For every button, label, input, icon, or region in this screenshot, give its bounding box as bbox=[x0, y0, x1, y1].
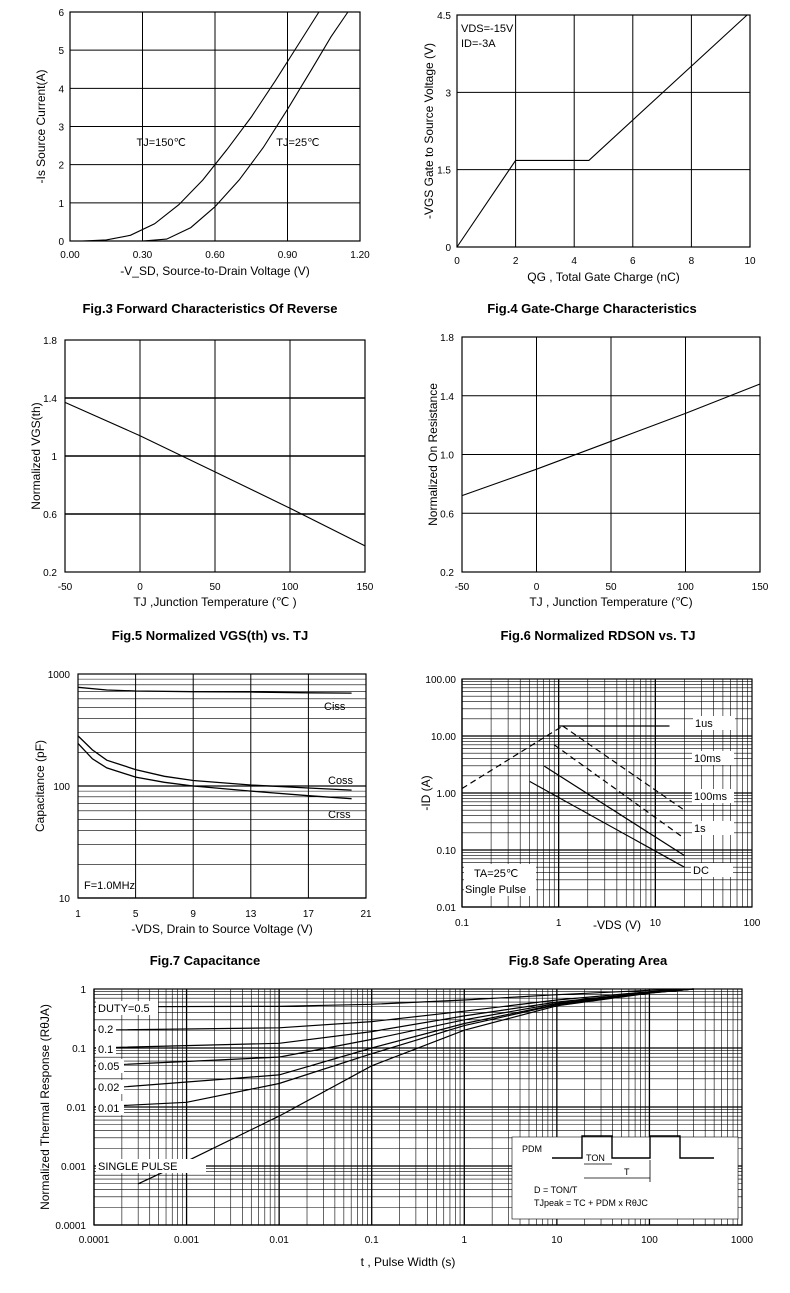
fig3-x-tick: 0.00 bbox=[60, 250, 80, 261]
fig4-x-tick: 8 bbox=[688, 256, 695, 267]
fig6-x-tick: 0 bbox=[533, 582, 540, 593]
fig3-y-tick: 0 bbox=[58, 237, 64, 248]
fig9-y-tick: 0.1 bbox=[72, 1044, 86, 1055]
fig3-y-tick: 2 bbox=[58, 160, 64, 172]
fig4-caption: Fig.4 Gate-Charge Characteristics bbox=[487, 301, 697, 316]
fig7-series-2 bbox=[78, 743, 352, 798]
fig4-x-tick: 4 bbox=[571, 256, 577, 267]
fig8-y-tick: 10.00 bbox=[430, 732, 456, 743]
fig9-series-label: SINGLE PULSE bbox=[98, 1161, 178, 1173]
fig3-y-tick: 1 bbox=[58, 198, 64, 210]
fig8-y-axis-title: -ID (A) bbox=[419, 775, 433, 811]
fig9-x-tick: 1 bbox=[461, 1235, 468, 1246]
fig3-series-label: TJ=25℃ bbox=[276, 136, 320, 149]
fig5-y-tick: 0.2 bbox=[43, 568, 57, 579]
fig4-chart bbox=[422, 11, 756, 316]
fig9-series-label: 0.05 bbox=[98, 1061, 120, 1073]
fig9-series-label: 0.1 bbox=[98, 1044, 114, 1056]
fig4-x-tick: 0 bbox=[454, 256, 460, 267]
fig8-series-label: 1us bbox=[695, 718, 713, 730]
fig9-y-tick: 0.001 bbox=[60, 1162, 86, 1173]
fig3-y-tick: 3 bbox=[58, 122, 64, 134]
fig5-x-tick: -50 bbox=[57, 582, 73, 593]
fig9-series-label: DUTY=0.5 bbox=[98, 1003, 150, 1015]
fig7-freq-label: F=1.0MHz bbox=[84, 880, 136, 892]
fig6-y-tick: 1.4 bbox=[440, 391, 454, 403]
fig6-x-tick: 50 bbox=[605, 582, 617, 593]
fig7-series-label: Ciss bbox=[324, 701, 346, 713]
fig8-x-tick: 0.1 bbox=[455, 918, 469, 929]
fig3-y-tick: 6 bbox=[58, 8, 64, 19]
fig7-x-tick: 1 bbox=[75, 909, 81, 920]
fig9-series-1 bbox=[94, 989, 694, 1030]
fig8-pulse-label: Single Pulse bbox=[465, 884, 527, 896]
fig4-x-tick: 2 bbox=[512, 256, 519, 267]
fig7-series-label: Crss bbox=[328, 809, 351, 821]
fig9-y-tick: 1 bbox=[80, 985, 86, 996]
fig7-x-tick: 21 bbox=[360, 909, 372, 920]
fig9-x-tick: 0.01 bbox=[269, 1235, 289, 1246]
inset-t-label: T bbox=[624, 1167, 630, 1177]
fig5-x-axis-title: TJ ,Junction Temperature (℃ ) bbox=[133, 595, 297, 609]
fig8-x-axis-title: -VDS (V) bbox=[593, 918, 641, 932]
fig7-x-tick: 13 bbox=[245, 909, 257, 920]
fig9-x-tick: 100 bbox=[641, 1235, 658, 1246]
fig4-y-axis-title: -VGS Gate to Source Voltage (V) bbox=[422, 42, 436, 220]
fig8-chart bbox=[419, 675, 761, 968]
fig9-x-axis-title: t , Pulse Width (s) bbox=[360, 1255, 456, 1269]
fig9-x-tick: 10 bbox=[551, 1235, 563, 1246]
fig8-y-tick: 0.01 bbox=[436, 903, 456, 914]
fig6-y-tick: 0.6 bbox=[440, 509, 454, 521]
fig7-x-tick: 17 bbox=[302, 909, 314, 920]
fig8-y-tick: 100.00 bbox=[425, 675, 456, 686]
fig4-y-tick: 1.5 bbox=[437, 165, 451, 177]
fig3-x-tick: 0.90 bbox=[277, 250, 298, 261]
fig4-plot-frame bbox=[457, 15, 750, 247]
fig5-y-tick: 1 bbox=[51, 452, 57, 463]
fig5-x-tick: 50 bbox=[209, 582, 221, 593]
inset-tj-formula: TJpeak = TC + PDM x RθJC bbox=[534, 1198, 648, 1208]
fig6-x-tick: -50 bbox=[454, 582, 470, 593]
fig4-x-tick: 6 bbox=[630, 256, 636, 267]
fig5-y-tick: 1.8 bbox=[43, 336, 57, 347]
fig7-caption: Fig.7 Capacitance bbox=[149, 953, 261, 968]
fig6-y-tick: 0.2 bbox=[440, 568, 454, 579]
fig4-y-tick: 4.5 bbox=[437, 11, 451, 22]
fig6-y-axis-title: Normalized On Resistance bbox=[426, 383, 440, 526]
fig9-y-tick: 0.0001 bbox=[55, 1221, 86, 1232]
fig8-x-tick: 1 bbox=[555, 918, 562, 929]
fig4-x-axis-title: QG , Total Gate Charge (nC) bbox=[527, 270, 680, 284]
fig3-y-axis-title: -Is Source Current(A) bbox=[34, 69, 48, 184]
fig6-y-tick: 1.0 bbox=[440, 450, 454, 462]
fig5-x-tick: 150 bbox=[356, 582, 374, 593]
fig9-y-axis-title: Normalized Thermal Response (RθJA) bbox=[38, 1004, 52, 1210]
fig7-y-axis-title: Capacitance (pF) bbox=[33, 739, 47, 833]
fig7-x-axis-title: -VDS, Drain to Source Voltage (V) bbox=[131, 922, 313, 936]
fig3-x-tick: 1.20 bbox=[350, 250, 370, 261]
fig8-x-tick: 100 bbox=[743, 918, 761, 929]
fig5-chart bbox=[29, 336, 374, 643]
fig5-y-tick: 0.6 bbox=[43, 510, 57, 521]
fig8-x-tick: 10 bbox=[649, 918, 661, 929]
fig3-chart bbox=[34, 8, 370, 316]
fig9-x-tick: 1000 bbox=[730, 1235, 754, 1246]
inset-ton-label: TON bbox=[586, 1153, 605, 1163]
fig9-chart bbox=[38, 985, 754, 1269]
fig9-series-label: 0.2 bbox=[98, 1024, 114, 1036]
fig9-series-4 bbox=[94, 989, 694, 1089]
fig7-series-1 bbox=[78, 736, 352, 790]
fig7-series-0 bbox=[78, 687, 352, 693]
fig9-x-tick: 0.0001 bbox=[78, 1235, 110, 1246]
fig6-x-tick: 100 bbox=[677, 582, 694, 593]
fig6-x-axis-title: TJ , Junction Temperature (℃) bbox=[529, 595, 693, 609]
fig3-x-tick: 0.30 bbox=[132, 250, 153, 261]
fig5-caption: Fig.5 Normalized VGS(th) vs. TJ bbox=[111, 628, 309, 643]
fig5-y-axis-title: Normalized VGS(th) bbox=[29, 402, 43, 510]
fig6-chart bbox=[426, 333, 769, 643]
fig9-series-label: 0.01 bbox=[98, 1103, 120, 1115]
fig8-series-label: 100ms bbox=[694, 791, 728, 803]
fig3-series-label: TJ=150℃ bbox=[136, 136, 186, 149]
fig5-x-tick: 100 bbox=[281, 582, 299, 593]
inset-duty-formula: D = TON/T bbox=[534, 1185, 578, 1195]
fig8-series-label: 10ms bbox=[694, 753, 721, 765]
fig6-caption: Fig.6 Normalized RDSON vs. TJ bbox=[500, 628, 696, 643]
fig9-x-tick: 0.001 bbox=[174, 1235, 200, 1246]
fig7-x-tick: 9 bbox=[190, 909, 196, 920]
fig4-id-label: ID=-3A bbox=[461, 38, 496, 50]
fig7-y-tick: 10 bbox=[58, 894, 70, 905]
fig3-caption: Fig.3 Forward Characteristics Of Reverse bbox=[82, 301, 338, 316]
fig8-y-tick: 0.10 bbox=[436, 846, 456, 857]
fig4-series-0 bbox=[457, 15, 747, 247]
fig8-series-3 bbox=[544, 766, 685, 856]
fig4-x-tick: 10 bbox=[744, 256, 756, 267]
fig4-y-tick: 0 bbox=[445, 243, 451, 254]
fig8-caption: Fig.8 Safe Operating Area bbox=[508, 953, 668, 968]
fig7-y-tick: 1000 bbox=[47, 670, 70, 681]
fig8-y-tick: 1.00 bbox=[436, 789, 456, 800]
fig7-chart bbox=[33, 670, 372, 968]
inset-pdm-label: PDM bbox=[522, 1144, 542, 1154]
fig9-pulse-inset bbox=[512, 1136, 738, 1219]
fig7-x-tick: 5 bbox=[132, 909, 139, 920]
fig9-x-tick: 0.1 bbox=[364, 1235, 379, 1246]
fig6-y-tick: 1.8 bbox=[440, 333, 454, 344]
fig5-x-tick: 0 bbox=[137, 582, 143, 593]
fig9-y-tick: 0.01 bbox=[66, 1103, 86, 1114]
fig3-y-tick: 4 bbox=[58, 84, 64, 96]
fig3-x-axis-title: -V_SD, Source-to-Drain Voltage (V) bbox=[120, 264, 310, 278]
fig7-y-tick: 100 bbox=[53, 782, 70, 793]
fig8-series-label: DC bbox=[693, 865, 709, 877]
fig7-series-label: Coss bbox=[328, 775, 354, 787]
fig5-y-tick: 1.4 bbox=[43, 394, 57, 405]
fig8-series-4 bbox=[530, 781, 685, 867]
fig4-y-tick: 3 bbox=[445, 88, 451, 100]
fig6-x-tick: 150 bbox=[751, 582, 769, 593]
fig4-vds-label: VDS=-15V bbox=[461, 23, 514, 35]
fig9-series-label: 0.02 bbox=[98, 1082, 120, 1094]
fig3-y-tick: 5 bbox=[58, 46, 64, 58]
fig3-x-tick: 0.60 bbox=[205, 250, 225, 261]
fig8-series-label: 1s bbox=[694, 823, 706, 835]
fig8-ta-label: TA=25℃ bbox=[474, 868, 519, 880]
